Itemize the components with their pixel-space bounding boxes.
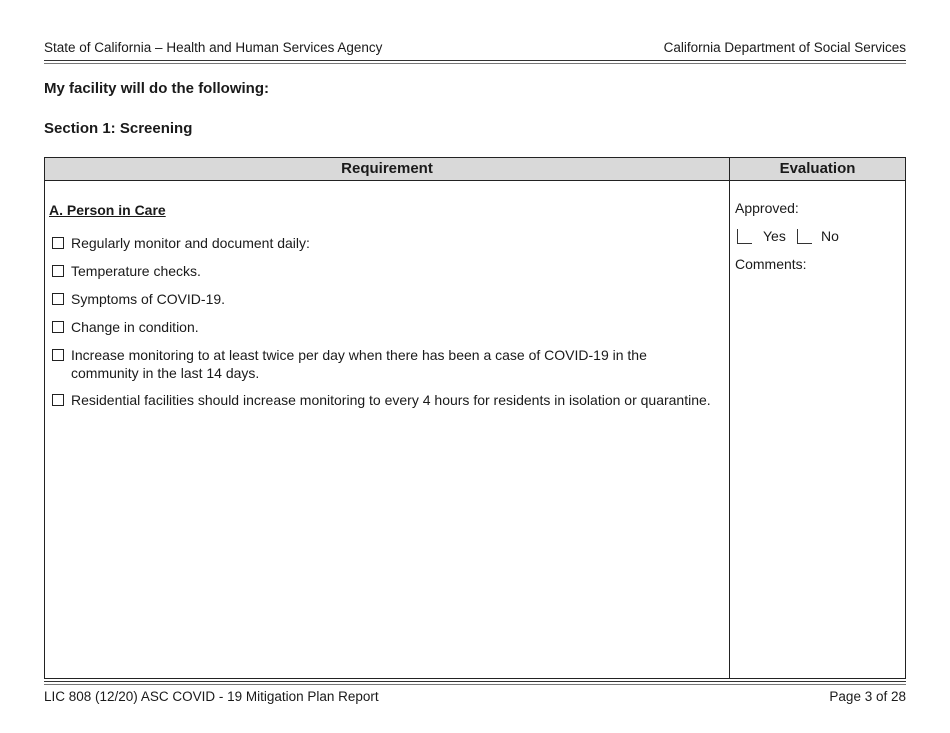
requirement-item bbox=[49, 318, 711, 336]
no-label: No bbox=[821, 228, 839, 244]
requirement-checkbox[interactable] bbox=[52, 265, 64, 277]
requirement-item bbox=[49, 262, 711, 280]
column-divider bbox=[729, 158, 730, 678]
footer-rule-secondary bbox=[44, 684, 906, 685]
requirement-checkbox[interactable] bbox=[52, 349, 64, 361]
requirement-item bbox=[49, 234, 711, 252]
agency-name: State of California – Health and Human Services Agency bbox=[44, 40, 383, 55]
requirement-text: Residential facilities should increase monitoring to every 4 hours for residents in isolation or quarantine. bbox=[71, 392, 711, 408]
requirement-text: Temperature checks. bbox=[71, 263, 201, 279]
intro-heading: My facility will do the following: bbox=[44, 80, 269, 97]
requirement-item bbox=[49, 346, 711, 382]
requirements-table bbox=[44, 157, 906, 679]
approved-label: Approved: bbox=[735, 200, 799, 216]
requirement-checkbox[interactable] bbox=[52, 321, 64, 333]
requirement-text: Change in condition. bbox=[71, 319, 199, 335]
requirement-item bbox=[49, 391, 711, 409]
requirement-text: Regularly monitor and document daily: bbox=[71, 235, 310, 251]
evaluation-column-header: Evaluation bbox=[779, 160, 856, 177]
yes-checkbox[interactable] bbox=[737, 229, 752, 244]
requirement-checkbox[interactable] bbox=[52, 394, 64, 406]
footer-rule bbox=[44, 681, 906, 682]
requirement-checkbox[interactable] bbox=[52, 293, 64, 305]
yes-label: Yes bbox=[763, 228, 786, 244]
table-header bbox=[45, 158, 905, 181]
requirement-text: Increase monitoring to at least twice per day when there has been a case of COVID-19 in the community in the last 14 days. bbox=[71, 347, 647, 381]
form-id: LIC 808 (12/20) ASC COVID - 19 Mitigation Plan Report bbox=[44, 689, 379, 704]
requirement-column-header: Requirement bbox=[341, 160, 433, 177]
header-rule-secondary bbox=[44, 63, 906, 64]
section-title: Section 1: Screening bbox=[44, 120, 193, 137]
header-rule bbox=[44, 60, 906, 61]
requirement-checkbox[interactable] bbox=[52, 237, 64, 249]
comments-label: Comments: bbox=[735, 256, 807, 272]
page-number: Page 3 of 28 bbox=[829, 689, 906, 704]
requirement-item bbox=[49, 290, 711, 308]
no-checkbox[interactable] bbox=[797, 229, 812, 244]
subsection-title: A. Person in Care bbox=[49, 202, 166, 218]
department-name: California Department of Social Services bbox=[663, 40, 906, 55]
requirement-text: Symptoms of COVID-19. bbox=[71, 291, 226, 307]
